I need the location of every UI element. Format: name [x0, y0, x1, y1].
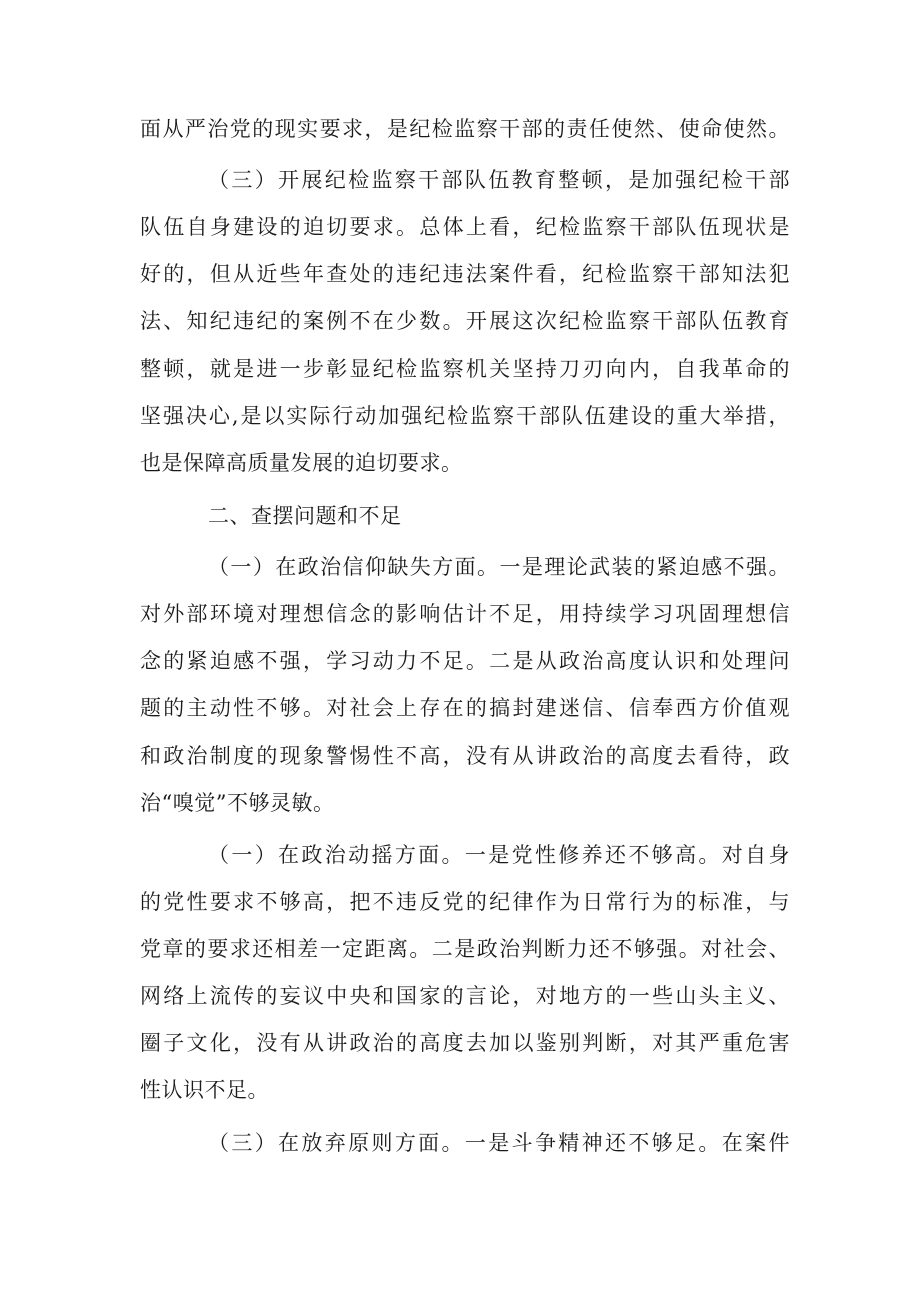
text-line: 队伍自身建设的迫切要求。总体上看，纪检监察干部队伍现状是: [140, 215, 790, 239]
text-line: 也是保障高质量发展的迫切要求。: [140, 451, 463, 475]
text-line: 坚强决心,是以实际行动加强纪检监察干部队伍建设的重大举措，: [140, 404, 790, 428]
text-line: 的党性要求不够高，把不违反党的纪律作为日常行为的标准，与: [140, 890, 790, 914]
section-heading: 二、查摆问题和不足: [208, 504, 402, 528]
text-line: 党章的要求还相差一定距离。二是政治判断力还不够强。对社会、: [140, 937, 790, 961]
text-line: 治“嗅觉”不够灵敏。: [140, 791, 335, 815]
text-line: 面从严治党的现实要求，是纪检监察干部的责任使然、使命使然。: [140, 117, 790, 141]
text-line: 性认识不足。: [140, 1078, 269, 1102]
text-line: 对外部环境对理想信念的影响估计不足，用持续学习巩固理想信: [140, 602, 790, 626]
text-line: 好的，但从近些年查处的违纪违法案件看，纪检监察干部知法犯: [140, 262, 790, 286]
text-line: 题的主动性不够。对社会上存在的搞封建迷信、信奉西方价值观: [140, 696, 790, 720]
text-line: 念的紧迫感不强，学习动力不足。二是从政治高度认识和处理问: [140, 649, 790, 673]
text-line: 圈子文化，没有从讲政治的高度去加以鉴别判断，对其严重危害: [140, 1031, 790, 1055]
text-line: 法、知纪违纪的案例不在少数。开展这次纪检监察干部队伍教育: [140, 309, 790, 333]
text-line: 整顿，就是进一步彰显纪检监察机关坚持刀刃向内，自我革命的: [140, 357, 790, 381]
text-line: （一）在政治信仰缺失方面。一是理论武装的紧迫感不强。: [208, 555, 790, 579]
text-line: （三）在放弃原则方面。一是斗争精神还不够足。在案件: [208, 1131, 790, 1155]
text-line: （一）在政治动摇方面。一是党性修养还不够高。对自身: [208, 843, 790, 867]
text-line: 和政治制度的现象警惕性不高，没有从讲政治的高度去看待，政: [140, 744, 790, 768]
text-line: 网络上流传的妄议中央和国家的言论，对地方的一些山头主义、: [140, 984, 790, 1008]
text-line: （三）开展纪检监察干部队伍教育整顿，是加强纪检干部: [208, 168, 790, 192]
